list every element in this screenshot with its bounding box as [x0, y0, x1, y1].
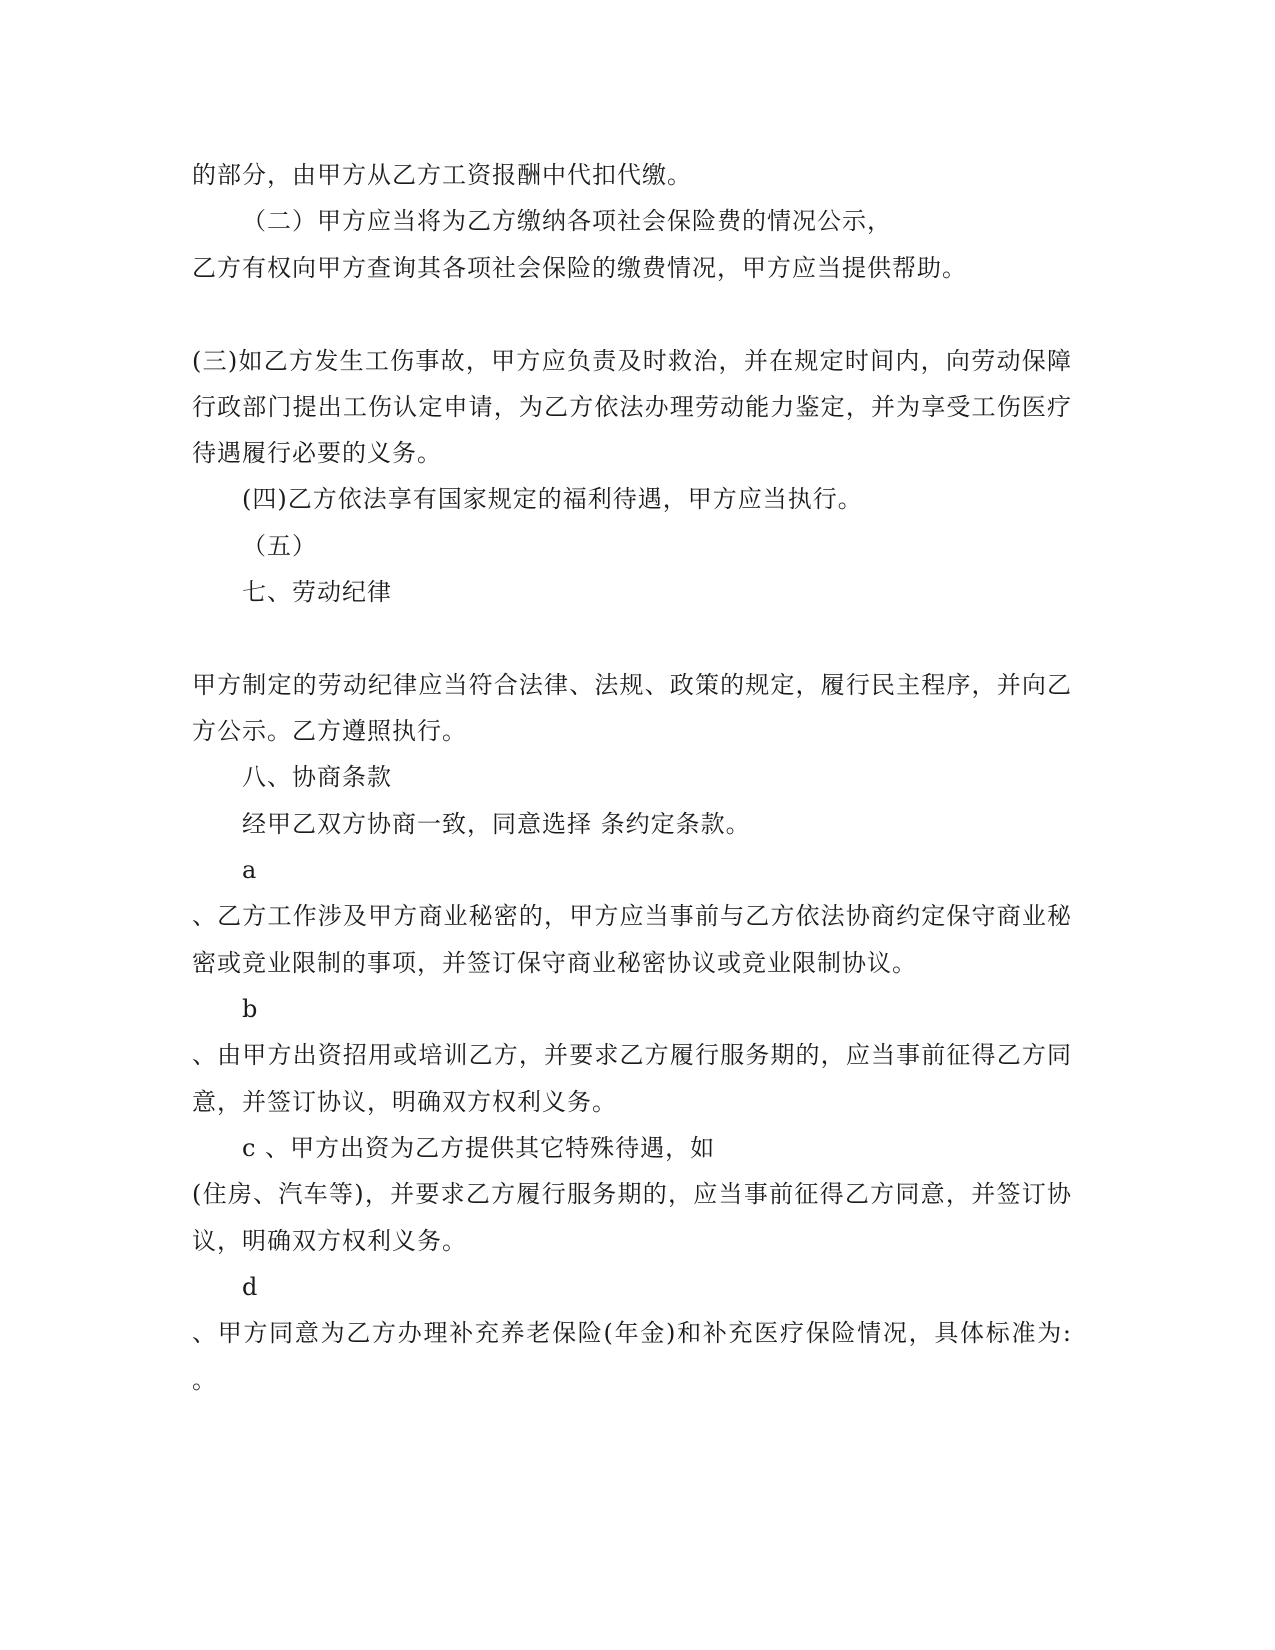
section-heading-8: 八、协商条款	[242, 763, 392, 791]
text-line-20: c 、甲方出资为乙方提供其它特殊待遇，如	[242, 1134, 716, 1162]
text-line-16: 密或竞业限制的事项，并签订保守商业秘密协议或竞业限制协议。	[192, 949, 917, 977]
text-line-5: 行政部门提出工伤认定申请，为乙方依法办理劳动能力鉴定，并为享受工伤医疗	[192, 393, 1072, 421]
text-line-6: 待遇履行必要的义务。	[192, 439, 442, 467]
text-line-3: 乙方有权向甲方查询其各项社会保险的缴费情况，甲方应当提供帮助。	[192, 254, 967, 282]
text-line-19: 意，并签订协议，明确双方权利义务。	[192, 1088, 617, 1116]
item-label-a: a	[242, 856, 258, 884]
text-line-25: 。	[192, 1366, 217, 1394]
text-line-21: (住房、汽车等)，并要求乙方履行服务期的，应当事前征得乙方同意，并签订协	[192, 1180, 1072, 1208]
text-line-1: 的部分，由甲方从乙方工资报酬中代扣代缴。	[192, 161, 692, 189]
text-line-8: （五）	[242, 532, 317, 560]
section-heading-7: 七、劳动纪律	[242, 578, 392, 606]
text-line-13: 经甲乙双方协商一致，同意选择 条约定条款。	[242, 810, 751, 838]
text-line-4: (三)如乙方发生工伤事故，甲方应负责及时救治，并在规定时间内，向劳动保障	[192, 347, 1072, 375]
text-line-15: 、乙方工作涉及甲方商业秘密的，甲方应当事前与乙方依法协商约定保守商业秘	[192, 902, 1072, 930]
item-label-b: b	[242, 995, 259, 1023]
item-label-d: d	[242, 1273, 259, 1301]
text-line-10: 甲方制定的劳动纪律应当符合法律、法规、政策的规定，履行民主程序，并向乙	[192, 671, 1072, 699]
text-line-2: （二）甲方应当将为乙方缴纳各项社会保险费的情况公示，	[242, 207, 892, 235]
text-line-22: 议，明确双方权利义务。	[192, 1227, 467, 1255]
text-line-11: 方公示。乙方遵照执行。	[192, 717, 467, 745]
text-line-7: (四)乙方依法享有国家规定的福利待遇，甲方应当执行。	[242, 485, 863, 513]
text-line-24: 、甲方同意为乙方办理补充养老保险(年金)和补充医疗保险情况，具体标准为:	[192, 1319, 1072, 1347]
text-line-18: 、由甲方出资招用或培训乙方，并要求乙方履行服务期的，应当事前征得乙方同	[192, 1041, 1072, 1069]
